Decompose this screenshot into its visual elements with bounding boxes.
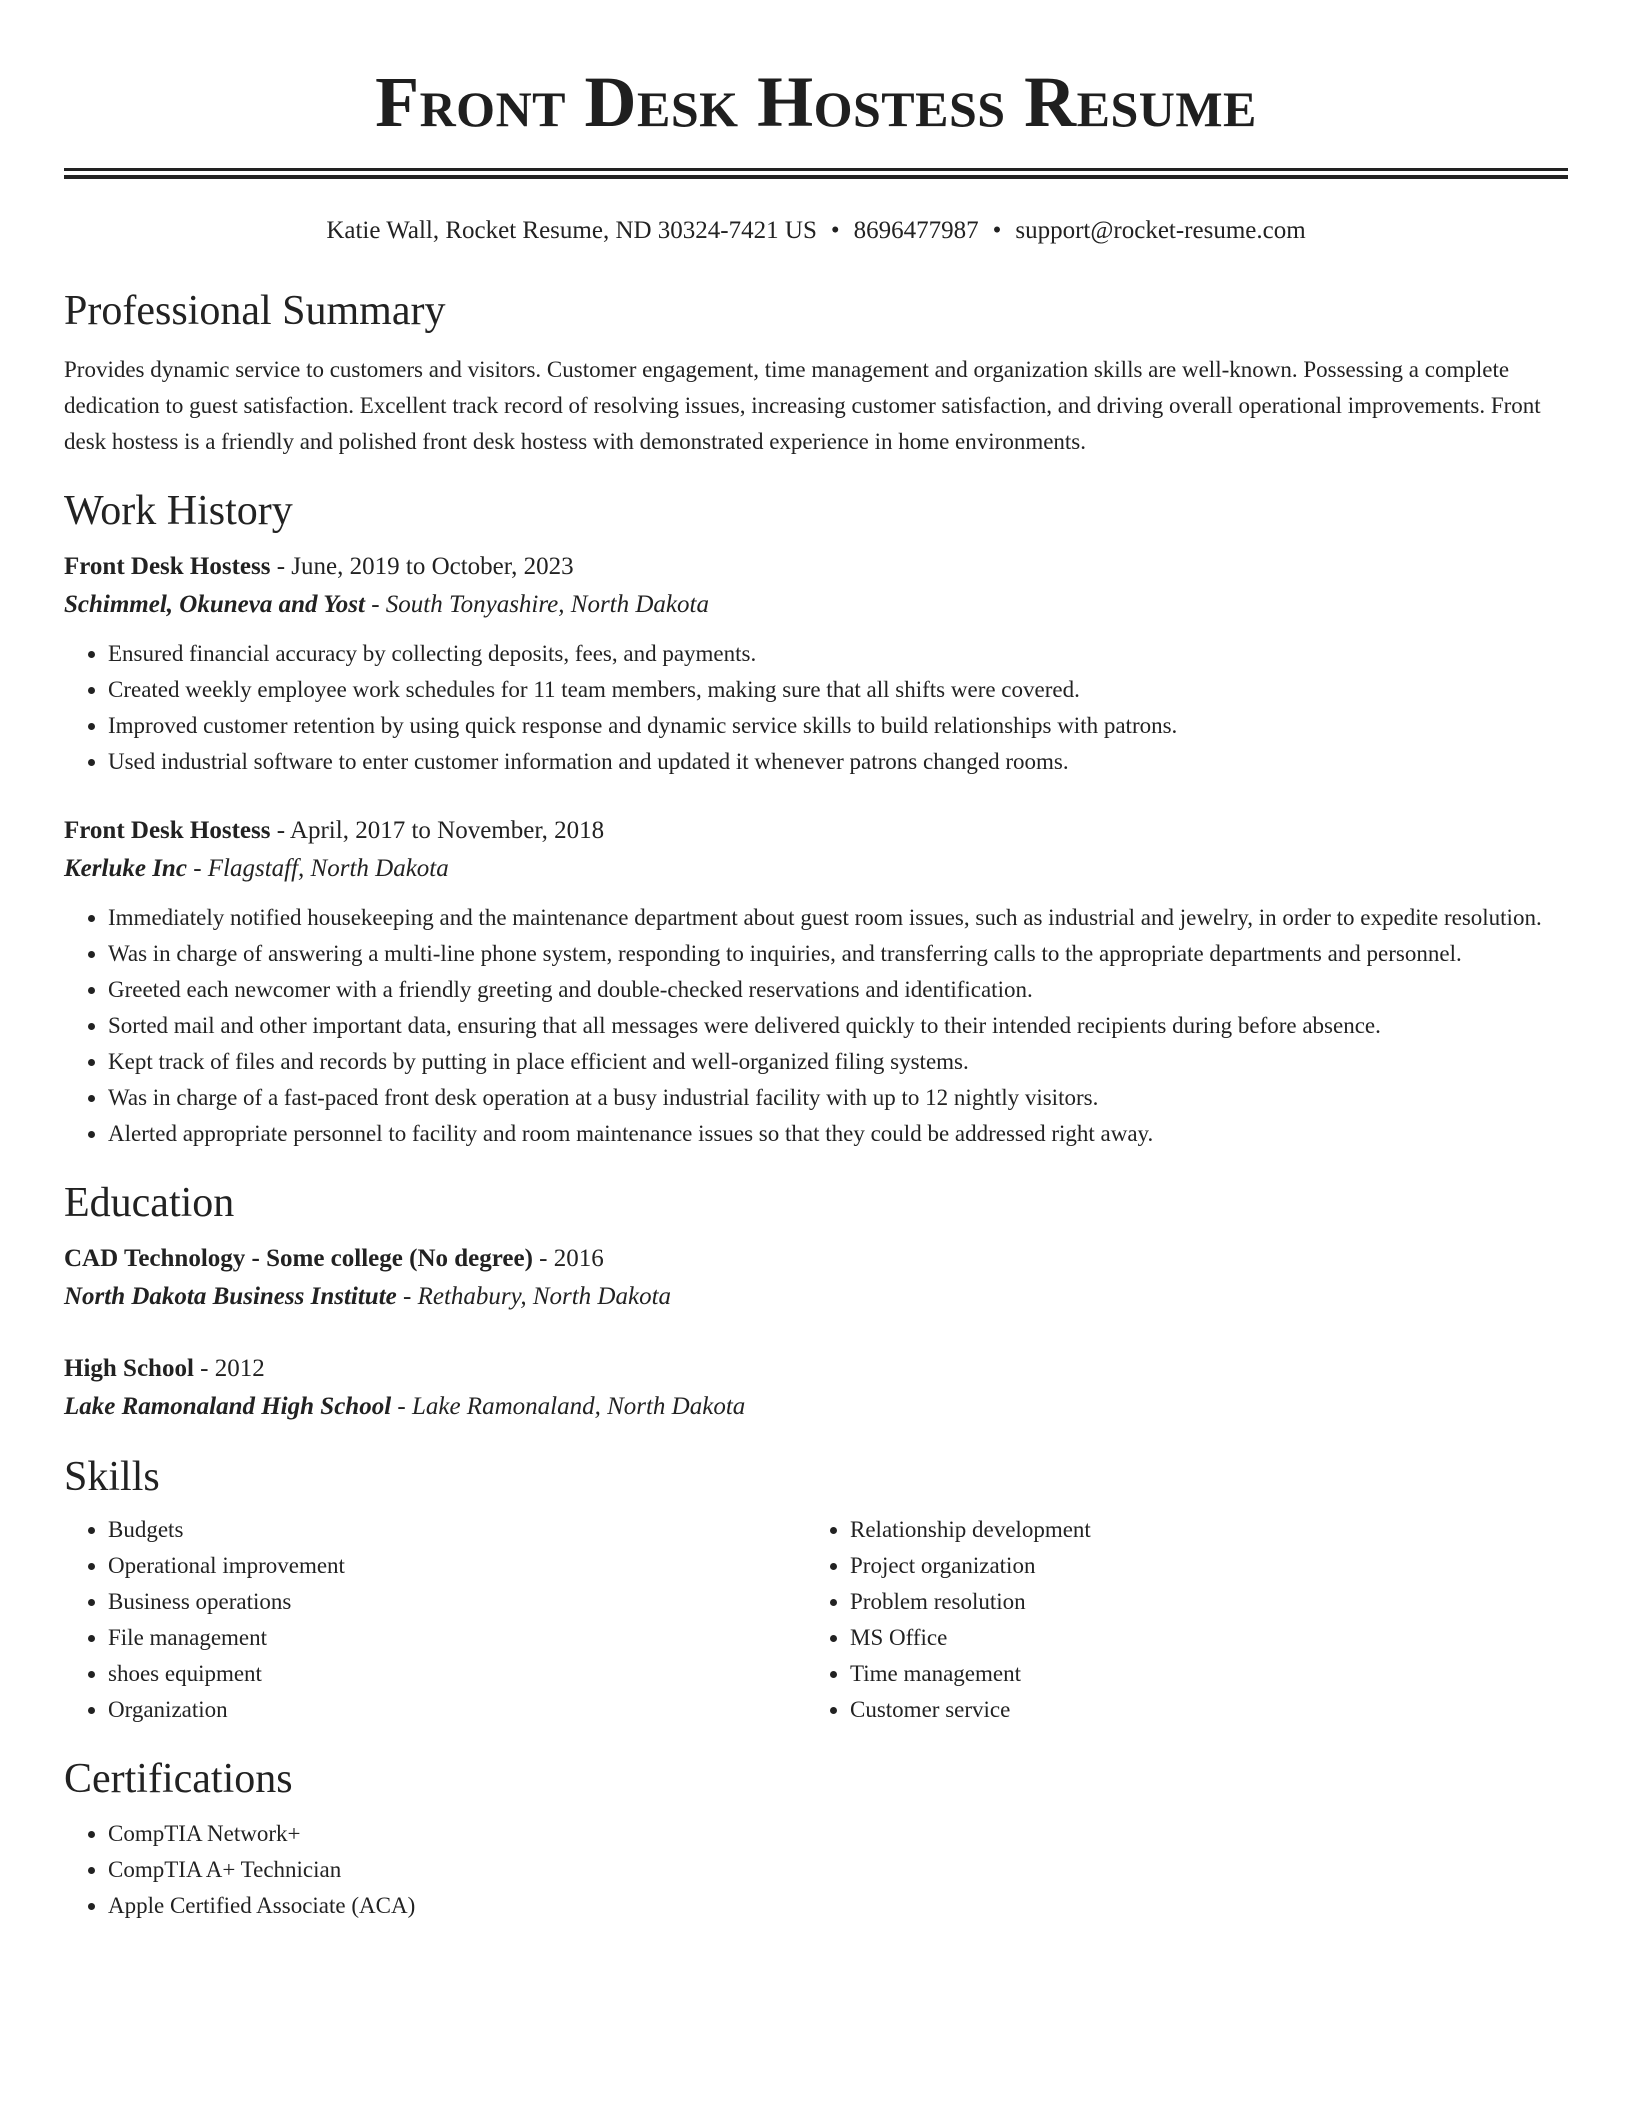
list-item: • CompTIA A+ Technician xyxy=(108,1852,1568,1888)
list-item: • Immediately notified housekeeping and the maintenance department about guest room issues, such as industrial and jewelry, in order to expedite resolution. xyxy=(108,900,1568,936)
education-year: - 2012 xyxy=(193,1355,265,1382)
list-item: • Business operations xyxy=(108,1584,806,1620)
skills-columns xyxy=(64,1512,1568,1728)
summary-text: Provides dynamic service to customers and visitors. Customer engagement, time management and organization skills are well-known. Possessing a complete dedication to guest satisfaction. Excellent track record of resolving issues, increasing customer satisfaction, and driving overall operational improvements. Front desk hostess is a friendly and polished front desk hostess with demonstrated experience in home environments. xyxy=(64,357,1541,454)
job-location: - South Tonyashire, North Dakota xyxy=(364,591,709,618)
list-item: • Budgets xyxy=(108,1512,806,1548)
certifications-heading: Certifications xyxy=(64,1756,293,1802)
list-item: • shoes equipment xyxy=(108,1656,806,1692)
skills-heading: Skills xyxy=(64,1454,160,1500)
list-item: • Was in charge of answering a multi-line phone system, responding to inquiries, and transferring calls to the appropriate departments and personnel. xyxy=(108,936,1568,972)
resume-title: Front Desk Hostess Resume xyxy=(375,62,1257,142)
skills-list-left xyxy=(64,1512,806,1728)
education-school-line xyxy=(64,1388,1568,1426)
education-school-line xyxy=(64,1278,1568,1316)
job-title-line xyxy=(64,812,1568,850)
list-item: • Alerted appropriate personnel to facility and room maintenance issues so that they could be addressed right away. xyxy=(108,1116,1568,1152)
list-item: • Improved customer retention by using quick response and dynamic service skills to build relationships with patrons. xyxy=(108,708,1568,744)
education-school: North Dakota Business Institute xyxy=(64,1283,397,1310)
job-company: Schimmel, Okuneva and Yost xyxy=(64,591,365,618)
contact-line xyxy=(64,215,1568,247)
list-item: • Relationship development xyxy=(850,1512,1548,1548)
education-location: - Rethabury, North Dakota xyxy=(396,1283,672,1310)
education-heading: Education xyxy=(64,1180,235,1226)
list-item: • MS Office xyxy=(850,1620,1548,1656)
list-item: • Customer service xyxy=(850,1692,1548,1728)
contact-separator: • xyxy=(830,217,840,244)
education-year: - 2016 xyxy=(532,1245,604,1272)
list-item: • File management xyxy=(108,1620,806,1656)
list-item: • Used industrial software to enter customer information and updated it whenever patrons changed rooms. xyxy=(108,744,1568,780)
list-item: • Time management xyxy=(850,1656,1548,1692)
education-degree-line xyxy=(64,1350,1568,1388)
contact-address: Katie Wall, Rocket Resume, ND 30324-7421 US xyxy=(326,217,817,244)
job-company: Kerluke Inc xyxy=(64,855,187,882)
job-dates: - June, 2019 to October, 2023 xyxy=(270,553,574,580)
education-degree-line xyxy=(64,1240,1568,1278)
job-company-line xyxy=(64,586,1568,624)
list-item: • Project organization xyxy=(850,1548,1548,1584)
job-company-line xyxy=(64,850,1568,888)
job-dates: - April, 2017 to November, 2018 xyxy=(270,817,605,844)
job-location: - Flagstaff, North Dakota xyxy=(186,855,449,882)
certifications-list xyxy=(64,1816,1568,1924)
list-item: • Was in charge of a fast-paced front desk operation at a busy industrial facility with up to 12 nightly visitors. xyxy=(108,1080,1568,1116)
education-school: Lake Ramonaland High School xyxy=(64,1393,392,1420)
contact-phone: 8696477987 xyxy=(853,217,979,244)
list-item: • Organization xyxy=(108,1692,806,1728)
job-bullets xyxy=(64,900,1568,1152)
list-item: • Apple Certified Associate (ACA) xyxy=(108,1888,1568,1924)
skills-list-right xyxy=(806,1512,1548,1728)
list-item: • Ensured financial accuracy by collecting deposits, fees, and payments. xyxy=(108,636,1568,672)
contact-separator: • xyxy=(992,217,1002,244)
education-degree: CAD Technology - Some college (No degree) xyxy=(64,1245,533,1272)
list-item: • CompTIA Network+ xyxy=(108,1816,1568,1852)
education-location: - Lake Ramonaland, North Dakota xyxy=(391,1393,746,1420)
list-item: • Operational improvement xyxy=(108,1548,806,1584)
work-history-heading: Work History xyxy=(64,488,293,534)
job-title: Front Desk Hostess xyxy=(64,553,271,580)
job-title: Front Desk Hostess xyxy=(64,817,271,844)
title-double-rule xyxy=(64,168,1568,179)
list-item: • Kept track of files and records by putting in place efficient and well-organized filing systems. xyxy=(108,1044,1568,1080)
job-bullets xyxy=(64,636,1568,780)
list-item: • Greeted each newcomer with a friendly greeting and double-checked reservations and identification. xyxy=(108,972,1568,1008)
education-degree: High School xyxy=(64,1355,194,1382)
contact-email: support@rocket-resume.com xyxy=(1015,217,1306,244)
list-item: • Sorted mail and other important data, ensuring that all messages were delivered quickly to their intended recipients during before absence. xyxy=(108,1008,1568,1044)
summary-heading: Professional Summary xyxy=(64,288,446,334)
job-title-line xyxy=(64,548,1568,586)
list-item: • Problem resolution xyxy=(850,1584,1548,1620)
list-item: • Created weekly employee work schedules for 11 team members, making sure that all shifts were covered. xyxy=(108,672,1568,708)
